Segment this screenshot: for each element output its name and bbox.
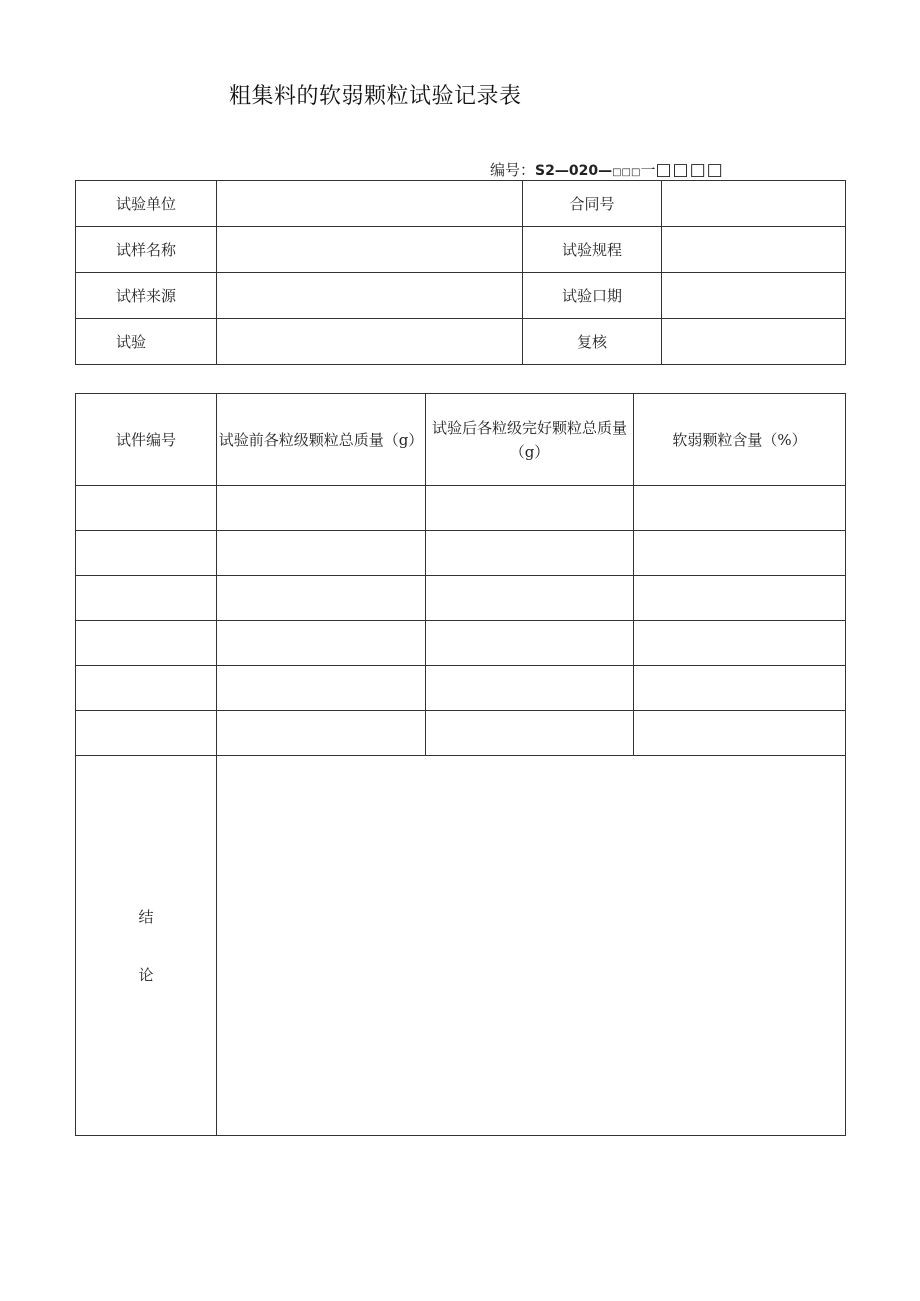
info-value-tester[interactable] bbox=[217, 319, 523, 365]
conclusion-label-char-1: 结 bbox=[138, 907, 154, 926]
code-dash: 一 bbox=[640, 161, 656, 179]
cell-mass-before[interactable] bbox=[217, 711, 426, 756]
info-value-contract-no[interactable] bbox=[662, 181, 846, 227]
cell-mass-before[interactable] bbox=[217, 531, 426, 576]
code-label: 编号： bbox=[490, 161, 536, 179]
cell-mass-before[interactable] bbox=[217, 621, 426, 666]
info-table bbox=[75, 180, 846, 365]
cell-specimen-no[interactable] bbox=[76, 621, 217, 666]
info-row bbox=[76, 227, 846, 273]
info-label-test-unit: 试验单位 bbox=[76, 181, 217, 227]
cell-soft-content[interactable] bbox=[634, 576, 846, 621]
code-value: S2—020— bbox=[535, 163, 613, 179]
data-table bbox=[75, 393, 846, 1136]
code-boxes-big: □□□□ bbox=[655, 160, 724, 180]
info-label-test-date: 试验口期 bbox=[523, 273, 662, 319]
header-mass-before: 试验前各粒级颗粒总质量（g） bbox=[217, 394, 426, 486]
cell-mass-after[interactable] bbox=[426, 711, 634, 756]
document-code bbox=[490, 159, 724, 180]
info-row bbox=[76, 319, 846, 365]
cell-specimen-no[interactable] bbox=[76, 486, 217, 531]
info-value-reviewer[interactable] bbox=[662, 319, 846, 365]
cell-mass-after[interactable] bbox=[426, 531, 634, 576]
cell-mass-after[interactable] bbox=[426, 576, 634, 621]
info-value-sample-source[interactable] bbox=[217, 273, 523, 319]
info-label-sample-source: 试样来源 bbox=[76, 273, 217, 319]
table-row bbox=[76, 576, 846, 621]
cell-soft-content[interactable] bbox=[634, 486, 846, 531]
cell-soft-content[interactable] bbox=[634, 621, 846, 666]
info-value-sample-name[interactable] bbox=[217, 227, 523, 273]
info-label-test-standard: 试验规程 bbox=[523, 227, 662, 273]
cell-mass-after[interactable] bbox=[426, 486, 634, 531]
header-soft-content: 软弱颗粒含量（%） bbox=[634, 394, 846, 486]
cell-mass-before[interactable] bbox=[217, 486, 426, 531]
conclusion-label-char-2: 论 bbox=[138, 965, 154, 984]
conclusion-label bbox=[76, 756, 217, 1136]
info-label-contract-no: 合同号 bbox=[523, 181, 662, 227]
cell-mass-before[interactable] bbox=[217, 666, 426, 711]
code-boxes-small: □□□ bbox=[612, 167, 641, 178]
data-header-row bbox=[76, 394, 846, 486]
table-row bbox=[76, 486, 846, 531]
cell-specimen-no[interactable] bbox=[76, 531, 217, 576]
cell-specimen-no[interactable] bbox=[76, 711, 217, 756]
info-label-reviewer: 复核 bbox=[523, 319, 662, 365]
info-value-test-standard[interactable] bbox=[662, 227, 846, 273]
cell-mass-after[interactable] bbox=[426, 666, 634, 711]
info-row bbox=[76, 181, 846, 227]
table-row bbox=[76, 621, 846, 666]
info-label-tester: 试验 bbox=[76, 319, 217, 365]
header-mass-after: 试验后各粒级完好颗粒总质量（g） bbox=[426, 394, 634, 486]
info-row bbox=[76, 273, 846, 319]
table-row bbox=[76, 531, 846, 576]
cell-soft-content[interactable] bbox=[634, 531, 846, 576]
conclusion-field[interactable] bbox=[217, 756, 846, 1136]
conclusion-row bbox=[76, 756, 846, 1136]
info-label-sample-name: 试样名称 bbox=[76, 227, 217, 273]
cell-soft-content[interactable] bbox=[634, 711, 846, 756]
page-title: 粗集料的软弱颗粒试验记录表 bbox=[229, 84, 522, 109]
header-specimen-no: 试件编号 bbox=[76, 394, 217, 486]
info-value-test-unit[interactable] bbox=[217, 181, 523, 227]
cell-specimen-no[interactable] bbox=[76, 666, 217, 711]
info-value-test-date[interactable] bbox=[662, 273, 846, 319]
cell-mass-before[interactable] bbox=[217, 576, 426, 621]
cell-specimen-no[interactable] bbox=[76, 576, 217, 621]
table-row bbox=[76, 666, 846, 711]
cell-mass-after[interactable] bbox=[426, 621, 634, 666]
table-row bbox=[76, 711, 846, 756]
cell-soft-content[interactable] bbox=[634, 666, 846, 711]
